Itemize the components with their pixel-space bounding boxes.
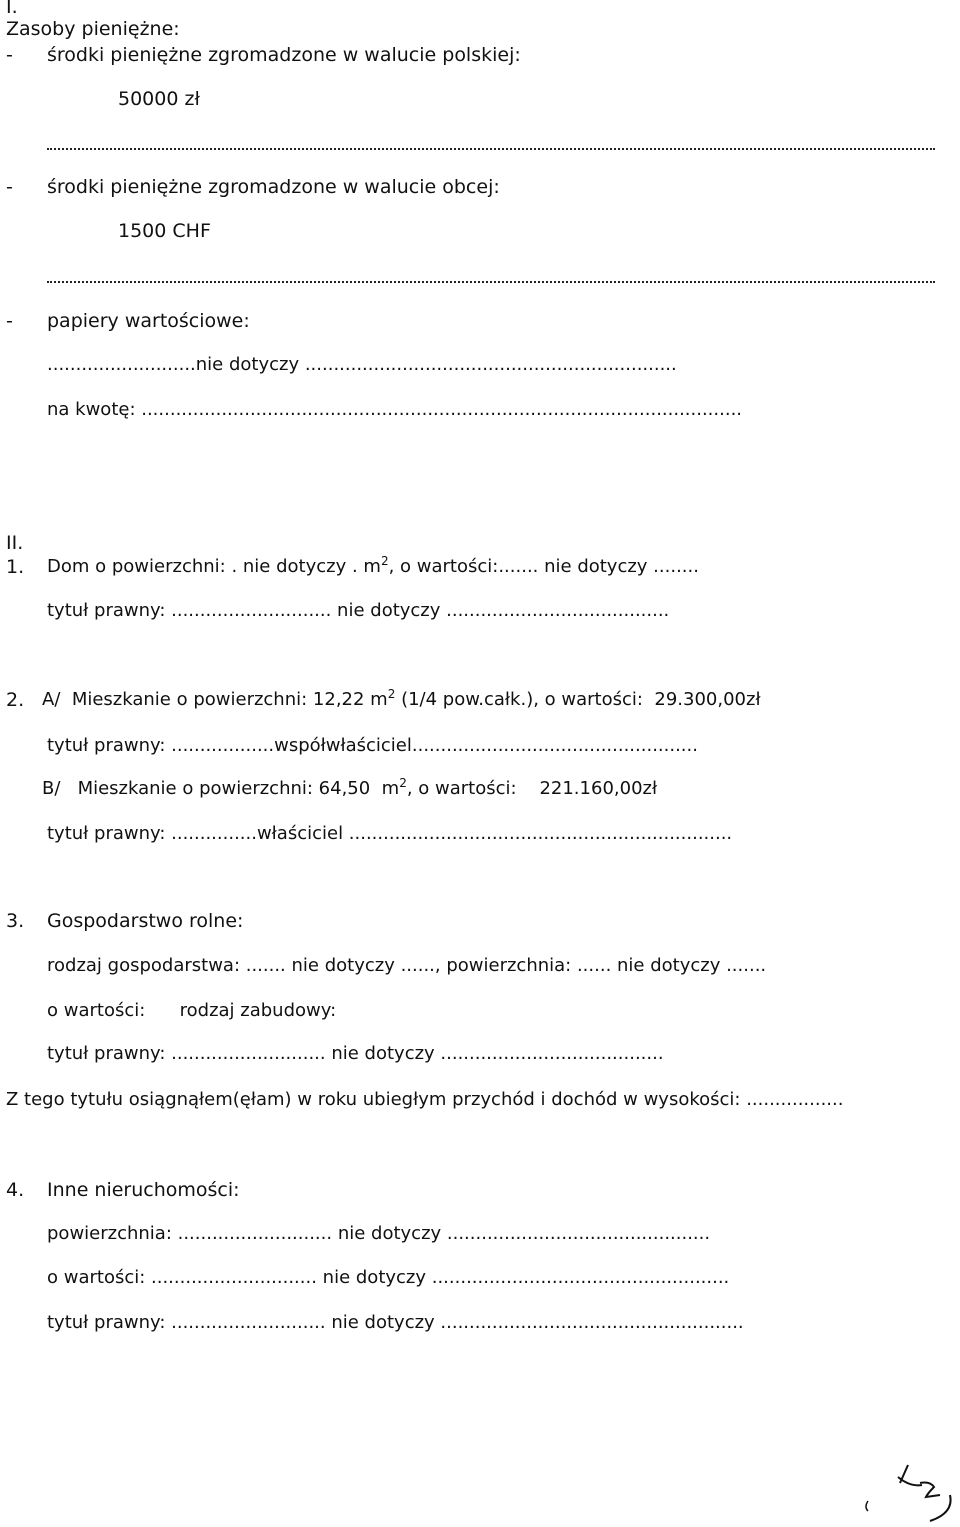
list-dash: - [6, 44, 13, 66]
securities-value: ..........................nie dotyczy ................................................................. [47, 354, 677, 375]
house-rest: , o wartości:....... nie dotyczy ........ [388, 556, 699, 577]
flat-b-rest: , o wartości: 221.160,00zł [406, 778, 658, 799]
pln-value: 50000 zł [118, 88, 200, 110]
farm-income: Z tego tytułu osiągnąłem(ęłam) w roku ubiegłym przychód i dochód w wysokości: ................. [6, 1089, 844, 1110]
pln-label: środki pieniężne zgromadzone w walucie polskiej: [47, 44, 521, 66]
handwritten-signature [850, 1455, 960, 1525]
flat-a-title: tytuł prawny: ..................współwłaściciel.................................................. [47, 735, 698, 756]
flat-a-label: A/ Mieszkanie o powierzchni: 12,22 m [42, 689, 388, 710]
house-label: Dom o powierzchni: . nie dotyczy . m [47, 556, 381, 577]
other-title: tytuł prawny: ........................... nie dotyczy ..................................................... [47, 1312, 744, 1333]
item-number: 2. [6, 689, 25, 711]
section-roman-numeral: II. [6, 532, 24, 554]
farm-type: rodzaj gospodarstwa: ....... nie dotyczy ......, powierzchnia: ...... nie dotyczy ....... [47, 955, 767, 976]
item-number: 4. [6, 1179, 25, 1201]
section-heading: Zasoby pieniężne: [6, 18, 180, 40]
item-number: 1. [6, 556, 25, 578]
flat-b-label: B/ Mieszkanie o powierzchni: 64,50 m [42, 778, 400, 799]
flat-b-title: tytuł prawny: ...............właściciel ................................................................... [47, 823, 733, 844]
other-value: o wartości: ............................. nie dotyczy .................................................... [47, 1267, 730, 1288]
flat-b-line [42, 778, 657, 800]
dotted-line [47, 148, 935, 150]
superscript: 2 [387, 687, 396, 701]
other-area: powierzchnia: ........................... nie dotyczy .............................................. [47, 1223, 711, 1244]
item-number: 3. [6, 910, 25, 932]
list-dash: - [6, 176, 13, 198]
list-dash: - [6, 310, 13, 332]
house-title: tytuł prawny: ............................ nie dotyczy ....................................... [47, 600, 670, 621]
superscript: 2 [380, 554, 389, 568]
superscript: 2 [399, 776, 407, 790]
flat-a-line [42, 689, 761, 711]
foreign-value: 1500 CHF [118, 220, 211, 242]
farm-value: o wartości: rodzaj zabudowy: [47, 1000, 337, 1021]
foreign-label: środki pieniężne zgromadzone w walucie obcej: [47, 176, 500, 198]
house-line [47, 556, 699, 578]
farm-title: tytuł prawny: ........................... nie dotyczy ....................................... [47, 1043, 664, 1064]
flat-a-rest: (1/4 pow.całk.), o wartości: 29.300,00zł [395, 689, 761, 710]
securities-amount: na kwotę: ......................................................................................................... [47, 399, 743, 420]
securities-label: papiery wartościowe: [47, 310, 250, 332]
farm-heading: Gospodarstwo rolne: [47, 910, 244, 932]
section-roman-numeral: I. [6, 0, 18, 18]
other-heading: Inne nieruchomości: [47, 1179, 240, 1201]
dotted-line [47, 281, 935, 283]
